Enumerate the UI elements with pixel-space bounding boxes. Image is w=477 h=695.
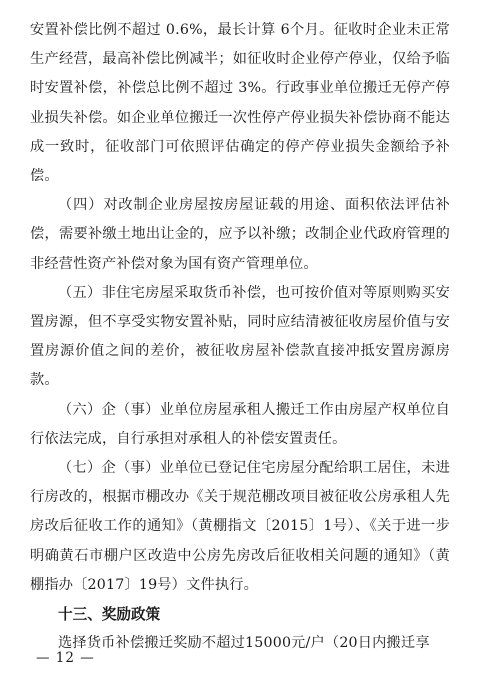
paragraph-item-5: （五）非住宅房屋采取货币补偿，也可按价值对等原则购买安置房源，但不享受实物安置补贴，同时应结清被征收房屋价值与安置房源价值之间的差价，被征收房屋补偿款直接冲抵安置房源房款。 <box>30 284 450 389</box>
section-heading-rewards: 十三、奖励政策 <box>58 606 161 624</box>
paragraph-reward-policy: 选择货币补偿搬迁奖励不超过15000元/户（20日内搬迁享 <box>58 635 430 652</box>
document-body <box>30 16 450 658</box>
paragraph-item-7: （七）企（事）业单位已登记住宅房屋分配给职工居住，未进行房改的，根据市棚改办《关于规范棚改项目被征收公房承租人先房改后征收工作的通知》（黄棚指文〔2015〕1号）、《关于进一步明确黄石市棚户区改造中公房先房改后征收相关问题的通知》（黄棚指办〔2017〕19号）文件执行。 <box>30 460 450 593</box>
paragraph-compensation-ratio: 安置补偿比例不超过 0.6%，最长计算 6个月。征收时企业未正常生产经营，最高补偿比例减半；如征收时企业停产停业，仅给予临时安置补偿，补偿总比例不超过 3%。行政事业单位搬迁无停产停业损失补偿。如企业单位搬迁一次性停产停业损失补偿协商不能达成一致时，征收部门可依照评估确定的停产停业损失金额给予补偿。 <box>30 22 450 185</box>
paragraph-item-6: （六）企（事）业单位房屋承租人搬迁工作由房屋产权单位自行依法完成，自行承担对承租人的补偿安置责任。 <box>30 401 450 447</box>
paragraph-item-4: （四）对改制企业房屋按房屋证载的用途、面积依法评估补偿，需要补缴土地出让金的，应予以补缴；改制企业代政府管理的非经营性资产补偿对象为国有资产管理单位。 <box>30 197 450 272</box>
page-number: — 12 — <box>36 650 95 666</box>
